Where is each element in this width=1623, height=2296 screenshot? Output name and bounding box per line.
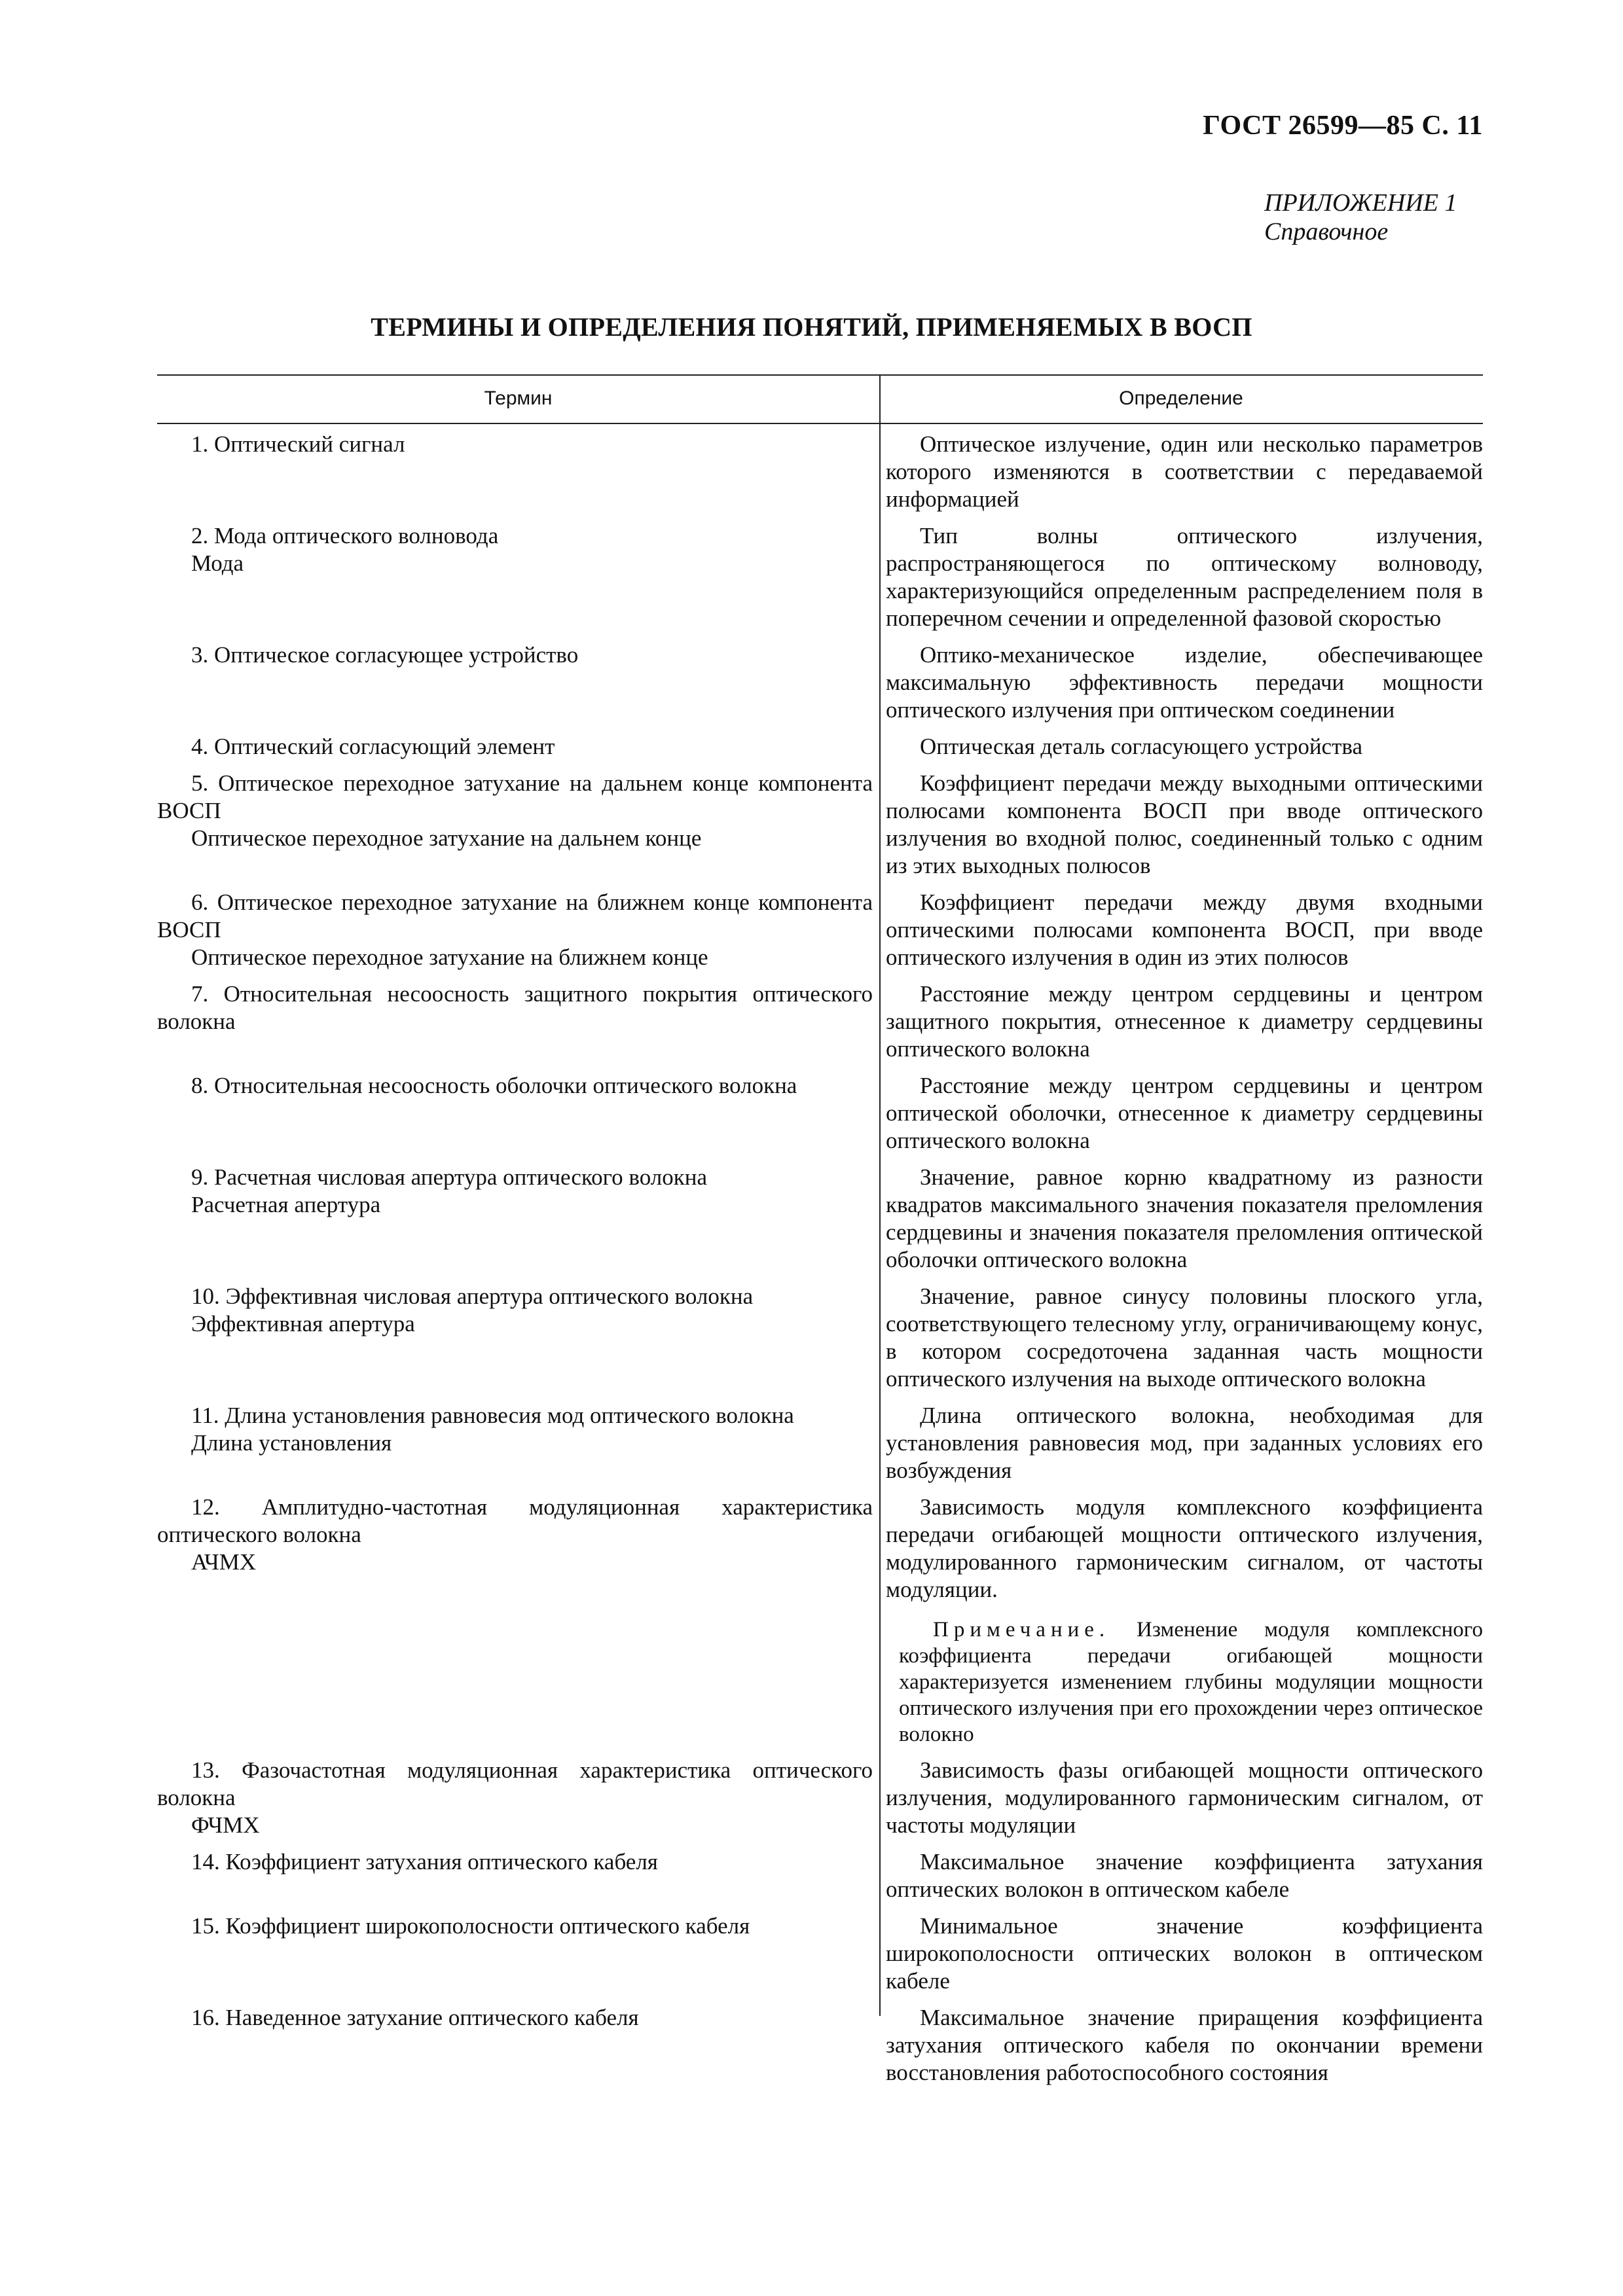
term-cell (157, 641, 879, 724)
table-row (157, 2004, 1483, 2087)
definition-text: Значение, равное синусу половины плоского угла, соответствующего телесному углу, ограничивающему конус, в котором сосредоточена заданная часть мощности оптического излучения на выходе оптического волокна (886, 1283, 1483, 1391)
term-synonym: Длина установления (191, 1430, 392, 1456)
column-header-term: Термин (484, 387, 553, 409)
term-text: 15. Коэффициент широкополосности оптического кабеля (191, 1913, 750, 1939)
term-synonym: Оптическое переходное затухание на ближнем конце (191, 944, 708, 970)
definition-text: Максимальное значение коэффициента затухания оптических волокон в оптическом кабеле (886, 1849, 1483, 1902)
note-block (886, 1617, 1483, 1748)
appendix-label (1264, 188, 1457, 246)
table-row (157, 1848, 1483, 1903)
note-text: Изменение модуля комплексного коэффициента передачи огибающей мощности характеризуется изменением глубины модуляции мощности оптического излучения при его прохождении через оптическое волокно (899, 1618, 1483, 1746)
definition-text: Коэффициент передачи между выходными оптическими полюсами компонента ВОСП при вводе оптического излучения во входной полюс, соединенный только с одним из этих выходных полюсов (886, 770, 1483, 878)
page-reference: ГОСТ 26599—85 С. 11 (1203, 111, 1483, 141)
definition-text: Оптическая деталь согласующего устройства (920, 734, 1362, 759)
term-cell (157, 889, 879, 971)
note-label: Примечание. (933, 1618, 1110, 1641)
definition-text: Расстояние между центром сердцевины и центром защитного покрытия, отнесенное к диаметру сердцевины оптического волокна (886, 981, 1483, 1062)
term-text: 8. Относительная несоосность оболочки оптического волокна (191, 1073, 797, 1098)
table-top-rule (157, 374, 1483, 376)
term-text: 13. Фазочастотная модуляционная характеристика оптического волокна (157, 1757, 873, 1810)
term-synonym: ФЧМХ (191, 1812, 260, 1838)
term-cell (157, 522, 879, 632)
definition-text: Максимальное значение приращения коэффициента затухания оптического кабеля по окончании времени восстановления работоспособного состояния (886, 2005, 1483, 2085)
table-row (157, 889, 1483, 971)
term-cell (157, 1757, 879, 1839)
table-row (157, 1912, 1483, 1995)
table-row (157, 522, 1483, 632)
definition-text: Длина оптического волокна, необходимая для установления равновесия мод, при заданных условиях его возбуждения (886, 1403, 1483, 1483)
definition-text: Зависимость модуля комплексного коэффициента передачи огибающей мощности оптического излучения, модулированного гармоническим сигналом, от частоты модуляции. (886, 1494, 1483, 1602)
definition-cell (879, 889, 1483, 971)
term-cell (157, 1912, 879, 1995)
definition-cell (879, 1402, 1483, 1484)
term-cell (157, 1494, 879, 1748)
definition-cell (879, 733, 1483, 761)
term-synonym: Расчетная апертура (191, 1192, 381, 1217)
definition-text: Коэффициент передачи между двумя входными оптическими полюсами компонента ВОСП, при вводе оптического излучения в один из этих полюсов (886, 889, 1483, 970)
term-cell (157, 1848, 879, 1903)
term-text: 1. Оптический сигнал (191, 431, 405, 457)
term-synonym: Оптическое переходное затухание на дальнем конце (191, 825, 702, 851)
term-text: 14. Коэффициент затухания оптического кабеля (191, 1849, 658, 1874)
table-row (157, 770, 1483, 880)
table-row (157, 1072, 1483, 1155)
definition-text: Оптическое излучение, один или несколько параметров которого изменяются в соответствии с передаваемой информацией (886, 431, 1483, 512)
term-text: 10. Эффективная числовая апертура оптического волокна (191, 1283, 754, 1309)
appendix-type: Справочное (1264, 218, 1389, 245)
definition-cell (879, 431, 1483, 513)
definition-cell (879, 1283, 1483, 1393)
table-row (157, 980, 1483, 1063)
definition-cell (879, 522, 1483, 632)
definition-text: Тип волны оптического излучения, распространяющегося по оптическому волноводу, характеризующийся определенным распределением поля в поперечном сечении и определенной фазовой скоростью (886, 523, 1483, 631)
table-row (157, 1164, 1483, 1274)
definition-cell (879, 1164, 1483, 1274)
table-row (157, 1494, 1483, 1748)
definition-text: Значение, равное корню квадратному из разности квадратов максимального значения показателя преломления сердцевины и значения показателя преломления оптической оболочки оптического волокна (886, 1164, 1483, 1272)
definition-cell (879, 641, 1483, 724)
definition-text: Оптико-механическое изделие, обеспечивающее максимальную эффективность передачи мощности оптического излучения при оптическом соединении (886, 642, 1483, 723)
table-row (157, 641, 1483, 724)
definition-cell (879, 980, 1483, 1063)
appendix-title: ПРИЛОЖЕНИЕ 1 (1264, 189, 1457, 217)
term-synonym: Мода (191, 550, 244, 576)
term-text: 5. Оптическое переходное затухание на дальнем конце компонента ВОСП (157, 770, 873, 823)
term-text: 6. Оптическое переходное затухание на ближнем конце компонента ВОСП (157, 889, 873, 942)
definition-cell (879, 2004, 1483, 2087)
column-header-definition: Определение (1119, 387, 1243, 409)
definition-text: Минимальное значение коэффициента широкополосности оптических волокон в оптическом кабеле (886, 1913, 1483, 1994)
definition-cell (879, 1072, 1483, 1155)
term-text: 3. Оптическое согласующее устройство (191, 642, 579, 668)
definition-text: Зависимость фазы огибающей мощности оптического излучения, модулированного гармоническим сигналом, от частоты модуляции (886, 1757, 1483, 1838)
definition-cell (879, 1757, 1483, 1839)
table-row (157, 431, 1483, 513)
term-cell (157, 1283, 879, 1393)
definition-text: Расстояние между центром сердцевины и центром оптической оболочки, отнесенное к диаметру сердцевины оптического волокна (886, 1073, 1483, 1153)
table-row (157, 733, 1483, 761)
term-cell (157, 733, 879, 761)
term-text: 16. Наведенное затухание оптического кабеля (191, 2005, 639, 2030)
term-cell (157, 431, 879, 513)
term-synonym: АЧМХ (191, 1549, 257, 1575)
table-body (157, 431, 1483, 2096)
term-cell (157, 2004, 879, 2087)
term-text: 9. Расчетная числовая апертура оптического волокна (191, 1164, 707, 1190)
table-header-rule (157, 423, 1483, 424)
term-text: 4. Оптический согласующий элемент (191, 734, 555, 759)
table-row (157, 1757, 1483, 1839)
term-text: 7. Относительная несоосность защитного покрытия оптического волокна (157, 981, 873, 1034)
term-cell (157, 980, 879, 1063)
table-row (157, 1283, 1483, 1393)
term-cell (157, 1402, 879, 1484)
definition-cell (879, 1494, 1483, 1748)
term-synonym: Эффективная апертура (191, 1311, 415, 1336)
definition-cell (879, 1912, 1483, 1995)
table-row (157, 1402, 1483, 1484)
term-cell (157, 1164, 879, 1274)
document-title: ТЕРМИНЫ И ОПРЕДЕЛЕНИЯ ПОНЯТИЙ, ПРИМЕНЯЕМЫХ В ВОСП (371, 312, 1252, 342)
term-text: 12. Амплитудно-частотная модуляционная характеристика оптического волокна (157, 1494, 873, 1547)
term-text: 11. Длина установления равновесия мод оптического волокна (191, 1403, 794, 1428)
term-cell (157, 770, 879, 880)
term-text: 2. Мода оптического волновода (191, 523, 499, 548)
term-cell (157, 1072, 879, 1155)
definition-cell (879, 770, 1483, 880)
definition-cell (879, 1848, 1483, 1903)
